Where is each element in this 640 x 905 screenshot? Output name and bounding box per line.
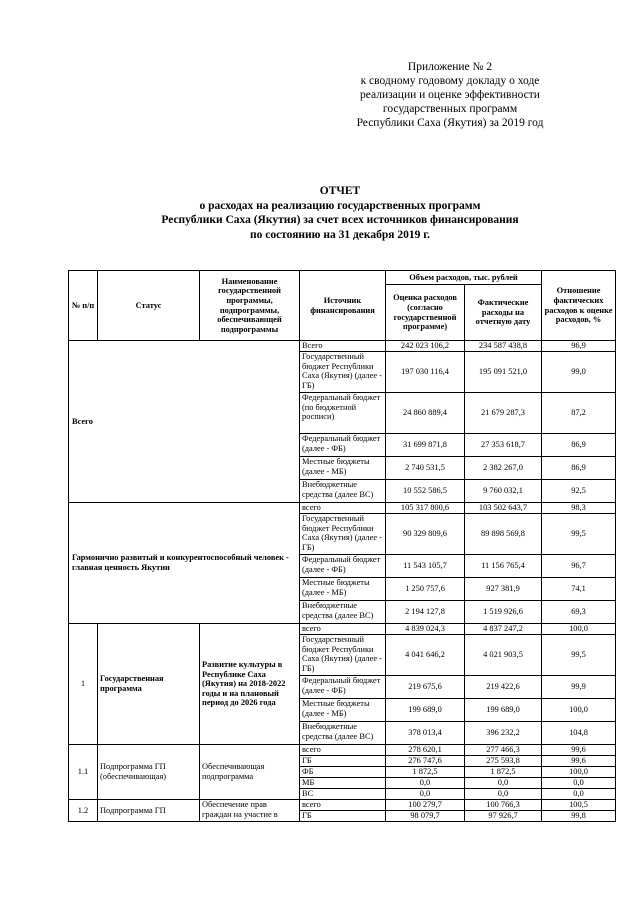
cell-source: всего — [300, 624, 386, 635]
cell-actual: 27 353 618,7 — [465, 434, 542, 457]
cell-actual: 275 593,8 — [465, 756, 542, 767]
cell-source: Федеральный бюджет (далее - ФБ) — [300, 434, 386, 457]
cell-actual: 100 766,3 — [465, 800, 542, 811]
header-source: Источник финансирования — [300, 271, 386, 341]
cell-estimate: 378 013,4 — [386, 722, 465, 745]
cell-ratio: 74,1 — [542, 578, 616, 601]
cell-estimate: 2 740 531,5 — [386, 457, 465, 480]
cell-source: Всего — [300, 341, 386, 352]
table-body — [69, 341, 616, 822]
cell-estimate: 1 872,5 — [386, 767, 465, 778]
cell-ratio: 0,0 — [542, 778, 616, 789]
cell-ratio: 92,5 — [542, 480, 616, 503]
cell-ratio: 99,0 — [542, 352, 616, 393]
cell-actual: 277 466,3 — [465, 745, 542, 756]
cell-ratio: 86,9 — [542, 457, 616, 480]
cell-actual: 0,0 — [465, 789, 542, 800]
cell-estimate: 0,0 — [386, 778, 465, 789]
cell-actual: 1 872,5 — [465, 767, 542, 778]
header-status: Статус — [98, 271, 200, 341]
cell-ratio: 98,3 — [542, 503, 616, 514]
cell-estimate: 197 030 116,4 — [386, 352, 465, 393]
cell-ratio: 99,6 — [542, 756, 616, 767]
cell-num: 1.1 — [69, 745, 98, 800]
appendix-line: Приложение № 2 — [407, 61, 493, 73]
cell-source: Внебюджетные средства (далее ВС) — [300, 601, 386, 624]
cell-ratio: 100,0 — [542, 767, 616, 778]
cell-ratio: 100,0 — [542, 624, 616, 635]
table-header — [69, 271, 616, 341]
cell-ratio: 104,8 — [542, 722, 616, 745]
header-num: № п/п — [69, 271, 98, 341]
cell-actual: 1 519 926,6 — [465, 601, 542, 624]
cell-ratio: 86,9 — [542, 434, 616, 457]
table-row — [69, 341, 616, 352]
cell-ratio: 100,0 — [542, 699, 616, 722]
table-row — [69, 800, 616, 811]
cell-source: Федеральный бюджет (далее - ФБ) — [300, 555, 386, 578]
cell-ratio: 99,6 — [542, 745, 616, 756]
cell-actual: 21 679 287,3 — [465, 393, 542, 434]
cell-ratio: 96,9 — [542, 341, 616, 352]
cell-source: ГБ — [300, 756, 386, 767]
appendix-line: к сводному годовому докладу о ходе — [360, 75, 540, 87]
cell-estimate: 24 860 889,4 — [386, 393, 465, 434]
cell-source: ВС — [300, 789, 386, 800]
cell-estimate: 105 317 800,6 — [386, 503, 465, 514]
cell-estimate: 90 329 809,6 — [386, 514, 465, 555]
table-row — [69, 624, 616, 635]
cell-status: Подпрограмма ГП (обеспечивающая) — [98, 745, 200, 800]
cell-program-name: Развитие культуры в Республике Саха (Якутия) на 2018-2022 годы и на плановый период до 2026 года — [200, 624, 300, 745]
cell-ratio: 0,0 — [542, 789, 616, 800]
cell-actual: 199 689,0 — [465, 699, 542, 722]
cell-source: Местные бюджеты (далее - МБ) — [300, 578, 386, 601]
cell-estimate: 31 699 871,8 — [386, 434, 465, 457]
table-row — [69, 503, 616, 514]
cell-actual: 97 926,7 — [465, 811, 542, 822]
report-subtitle-line: Республики Саха (Якутия) за счет всех источников финансирования — [161, 214, 519, 226]
cell-source: Внебюджетные средства (далее ВС) — [300, 480, 386, 503]
cell-ratio: 99,9 — [542, 676, 616, 699]
appendix-line: реализации и оценке эффективности — [360, 89, 540, 101]
cell-ratio: 69,3 — [542, 601, 616, 624]
cell-estimate: 4 041 646,2 — [386, 635, 465, 676]
cell-source: Государственный бюджет Республики Саха (Якутия) (далее - ГБ) — [300, 352, 386, 393]
cell-estimate: 10 552 586,5 — [386, 480, 465, 503]
cell-actual: 234 587 438,8 — [465, 341, 542, 352]
cell-actual: 4 837 247,2 — [465, 624, 542, 635]
cell-ratio: 99,5 — [542, 635, 616, 676]
header-actual: Фактические расходы на отчетную дату — [465, 285, 542, 341]
cell-ratio: 99,5 — [542, 514, 616, 555]
cell-actual: 4 021 903,5 — [465, 635, 542, 676]
cell-status: Государственная программа — [98, 624, 200, 745]
cell-source: Государственный бюджет Республики Саха (Якутия) (далее - ГБ) — [300, 514, 386, 555]
cell-source: ГБ — [300, 811, 386, 822]
cell-status: Всего — [69, 341, 300, 503]
cell-actual: 89 898 569,8 — [465, 514, 542, 555]
cell-estimate: 0,0 — [386, 789, 465, 800]
table-row — [69, 745, 616, 756]
cell-estimate: 100 279,7 — [386, 800, 465, 811]
cell-source: Государственный бюджет Республики Саха (Якутия) (далее - ГБ) — [300, 635, 386, 676]
report-subtitle-line: о расходах на реализацию государственных программ — [199, 199, 481, 212]
cell-status: Подпрограмма ГП — [98, 800, 200, 822]
header-estimate: Оценка расходов (согласно государственной программе) — [386, 285, 465, 341]
cell-ratio: 87,2 — [542, 393, 616, 434]
appendix-line: Республики Саха (Якутия) за 2019 год — [356, 117, 544, 129]
report-title-main: ОТЧЕТ — [319, 185, 361, 197]
cell-estimate: 199 689,0 — [386, 699, 465, 722]
header-volume: Объем расходов, тыс. рублей — [386, 271, 542, 285]
cell-estimate: 219 675,6 — [386, 676, 465, 699]
expenses-table — [68, 270, 616, 822]
cell-source: Местные бюджеты (далее - МБ) — [300, 699, 386, 722]
report-subtitle-line: по состоянию на 31 декабря 2019 г. — [249, 228, 431, 241]
cell-estimate: 4 839 024,3 — [386, 624, 465, 635]
cell-source: всего — [300, 745, 386, 756]
cell-estimate: 278 620,1 — [386, 745, 465, 756]
cell-actual: 9 760 032,1 — [465, 480, 542, 503]
cell-num: 1 — [69, 624, 98, 745]
cell-estimate: 2 194 127,8 — [386, 601, 465, 624]
cell-ratio: 96,7 — [542, 555, 616, 578]
appendix-header — [300, 60, 600, 130]
appendix-line: государственных программ — [382, 103, 518, 115]
cell-actual: 927 381,9 — [465, 578, 542, 601]
cell-source: Местные бюджеты (далее - МБ) — [300, 457, 386, 480]
cell-program-name: Обеспечивающая подпрограмма — [200, 745, 300, 800]
cell-estimate: 242 023 106,2 — [386, 341, 465, 352]
cell-actual: 219 422,6 — [465, 676, 542, 699]
cell-status: Гармонично развитый и конкурентоспособный человек - главная ценность Якутии — [69, 503, 300, 624]
cell-source: всего — [300, 503, 386, 514]
cell-estimate: 276 747,6 — [386, 756, 465, 767]
cell-actual: 396 232,2 — [465, 722, 542, 745]
cell-source: Федеральный бюджет (далее - ФБ) — [300, 676, 386, 699]
cell-actual: 103 502 643,7 — [465, 503, 542, 514]
cell-program-name: Обеспечение прав граждан на участие в — [200, 800, 300, 822]
header-ratio: Отношение фактических расходов к оценке расходов, % — [542, 271, 616, 341]
cell-num: 1.2 — [69, 800, 98, 822]
cell-ratio: 99,8 — [542, 811, 616, 822]
cell-estimate: 1 250 757,6 — [386, 578, 465, 601]
cell-actual: 0,0 — [465, 778, 542, 789]
cell-ratio: 100,5 — [542, 800, 616, 811]
cell-actual: 2 382 267,0 — [465, 457, 542, 480]
cell-estimate: 11 543 105,7 — [386, 555, 465, 578]
cell-source: Федеральный бюджет (по бюджетной росписи) — [300, 393, 386, 434]
report-title — [60, 184, 620, 242]
cell-source: Внебюджетные средства (далее ВС) — [300, 722, 386, 745]
cell-actual: 11 156 765,4 — [465, 555, 542, 578]
cell-actual: 195 091 521,0 — [465, 352, 542, 393]
cell-source: МБ — [300, 778, 386, 789]
cell-source: ФБ — [300, 767, 386, 778]
cell-estimate: 98 079,7 — [386, 811, 465, 822]
header-name: Наименование государственной программы, подпрограммы, обеспечивающей подпрограммы — [200, 271, 300, 341]
cell-source: всего — [300, 800, 386, 811]
